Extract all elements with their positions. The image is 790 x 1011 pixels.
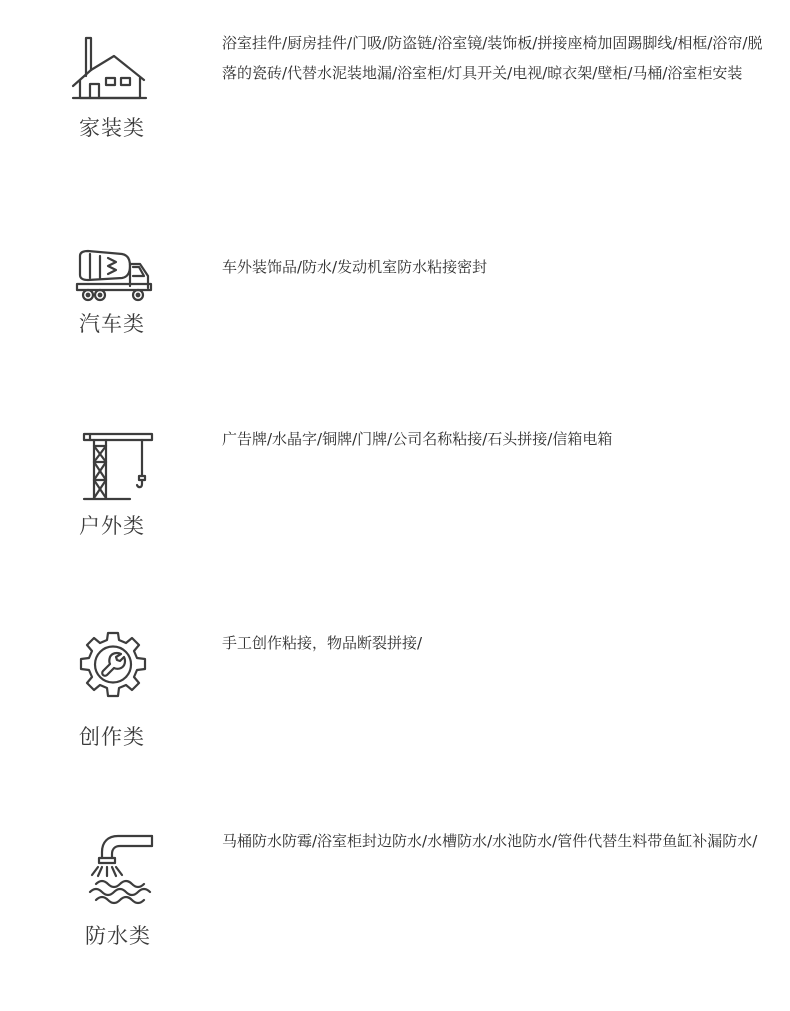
category-description: 车外装饰品/防水/发动机室防水粘接密封 — [222, 258, 488, 276]
category-description: 手工创作粘接，物品断裂拼接/ — [222, 634, 423, 652]
category-label: 汽车类 — [79, 312, 145, 336]
category-outdoor — [0, 400, 790, 600]
gear-wrench-icon — [76, 630, 166, 704]
category-label: 创作类 — [79, 725, 145, 749]
category-label: 家装类 — [79, 116, 145, 140]
category-craft — [0, 600, 790, 800]
house-factory-icon — [70, 36, 160, 100]
category-waterproof — [0, 800, 790, 1011]
tower-crane-icon — [82, 430, 172, 502]
truck-icon — [74, 248, 164, 304]
category-car — [0, 200, 790, 400]
category-label: 户外类 — [79, 514, 145, 538]
category-description: 马桶防水防霉/浴室柜封边防水/水槽防水/水池防水/管件代替生料带鱼缸补漏防水/ — [222, 832, 758, 850]
category-label: 防水类 — [85, 924, 151, 948]
category-description: 浴室挂件/厨房挂件/门吸/防盗链/浴室镜/装饰板/拼接座椅加固踢脚线/相框/浴帘/脱落的瓷砖/代替水泥装地漏/浴室柜/灯具开关/电视/晾衣架/壁柜/马桶/浴室柜安装 — [222, 34, 763, 82]
category-description: 广告牌/水晶字/铜牌/门牌/公司名称粘接/石头拼接/信箱电箱 — [222, 430, 613, 448]
faucet-water-icon — [88, 830, 178, 910]
category-home — [0, 0, 790, 200]
